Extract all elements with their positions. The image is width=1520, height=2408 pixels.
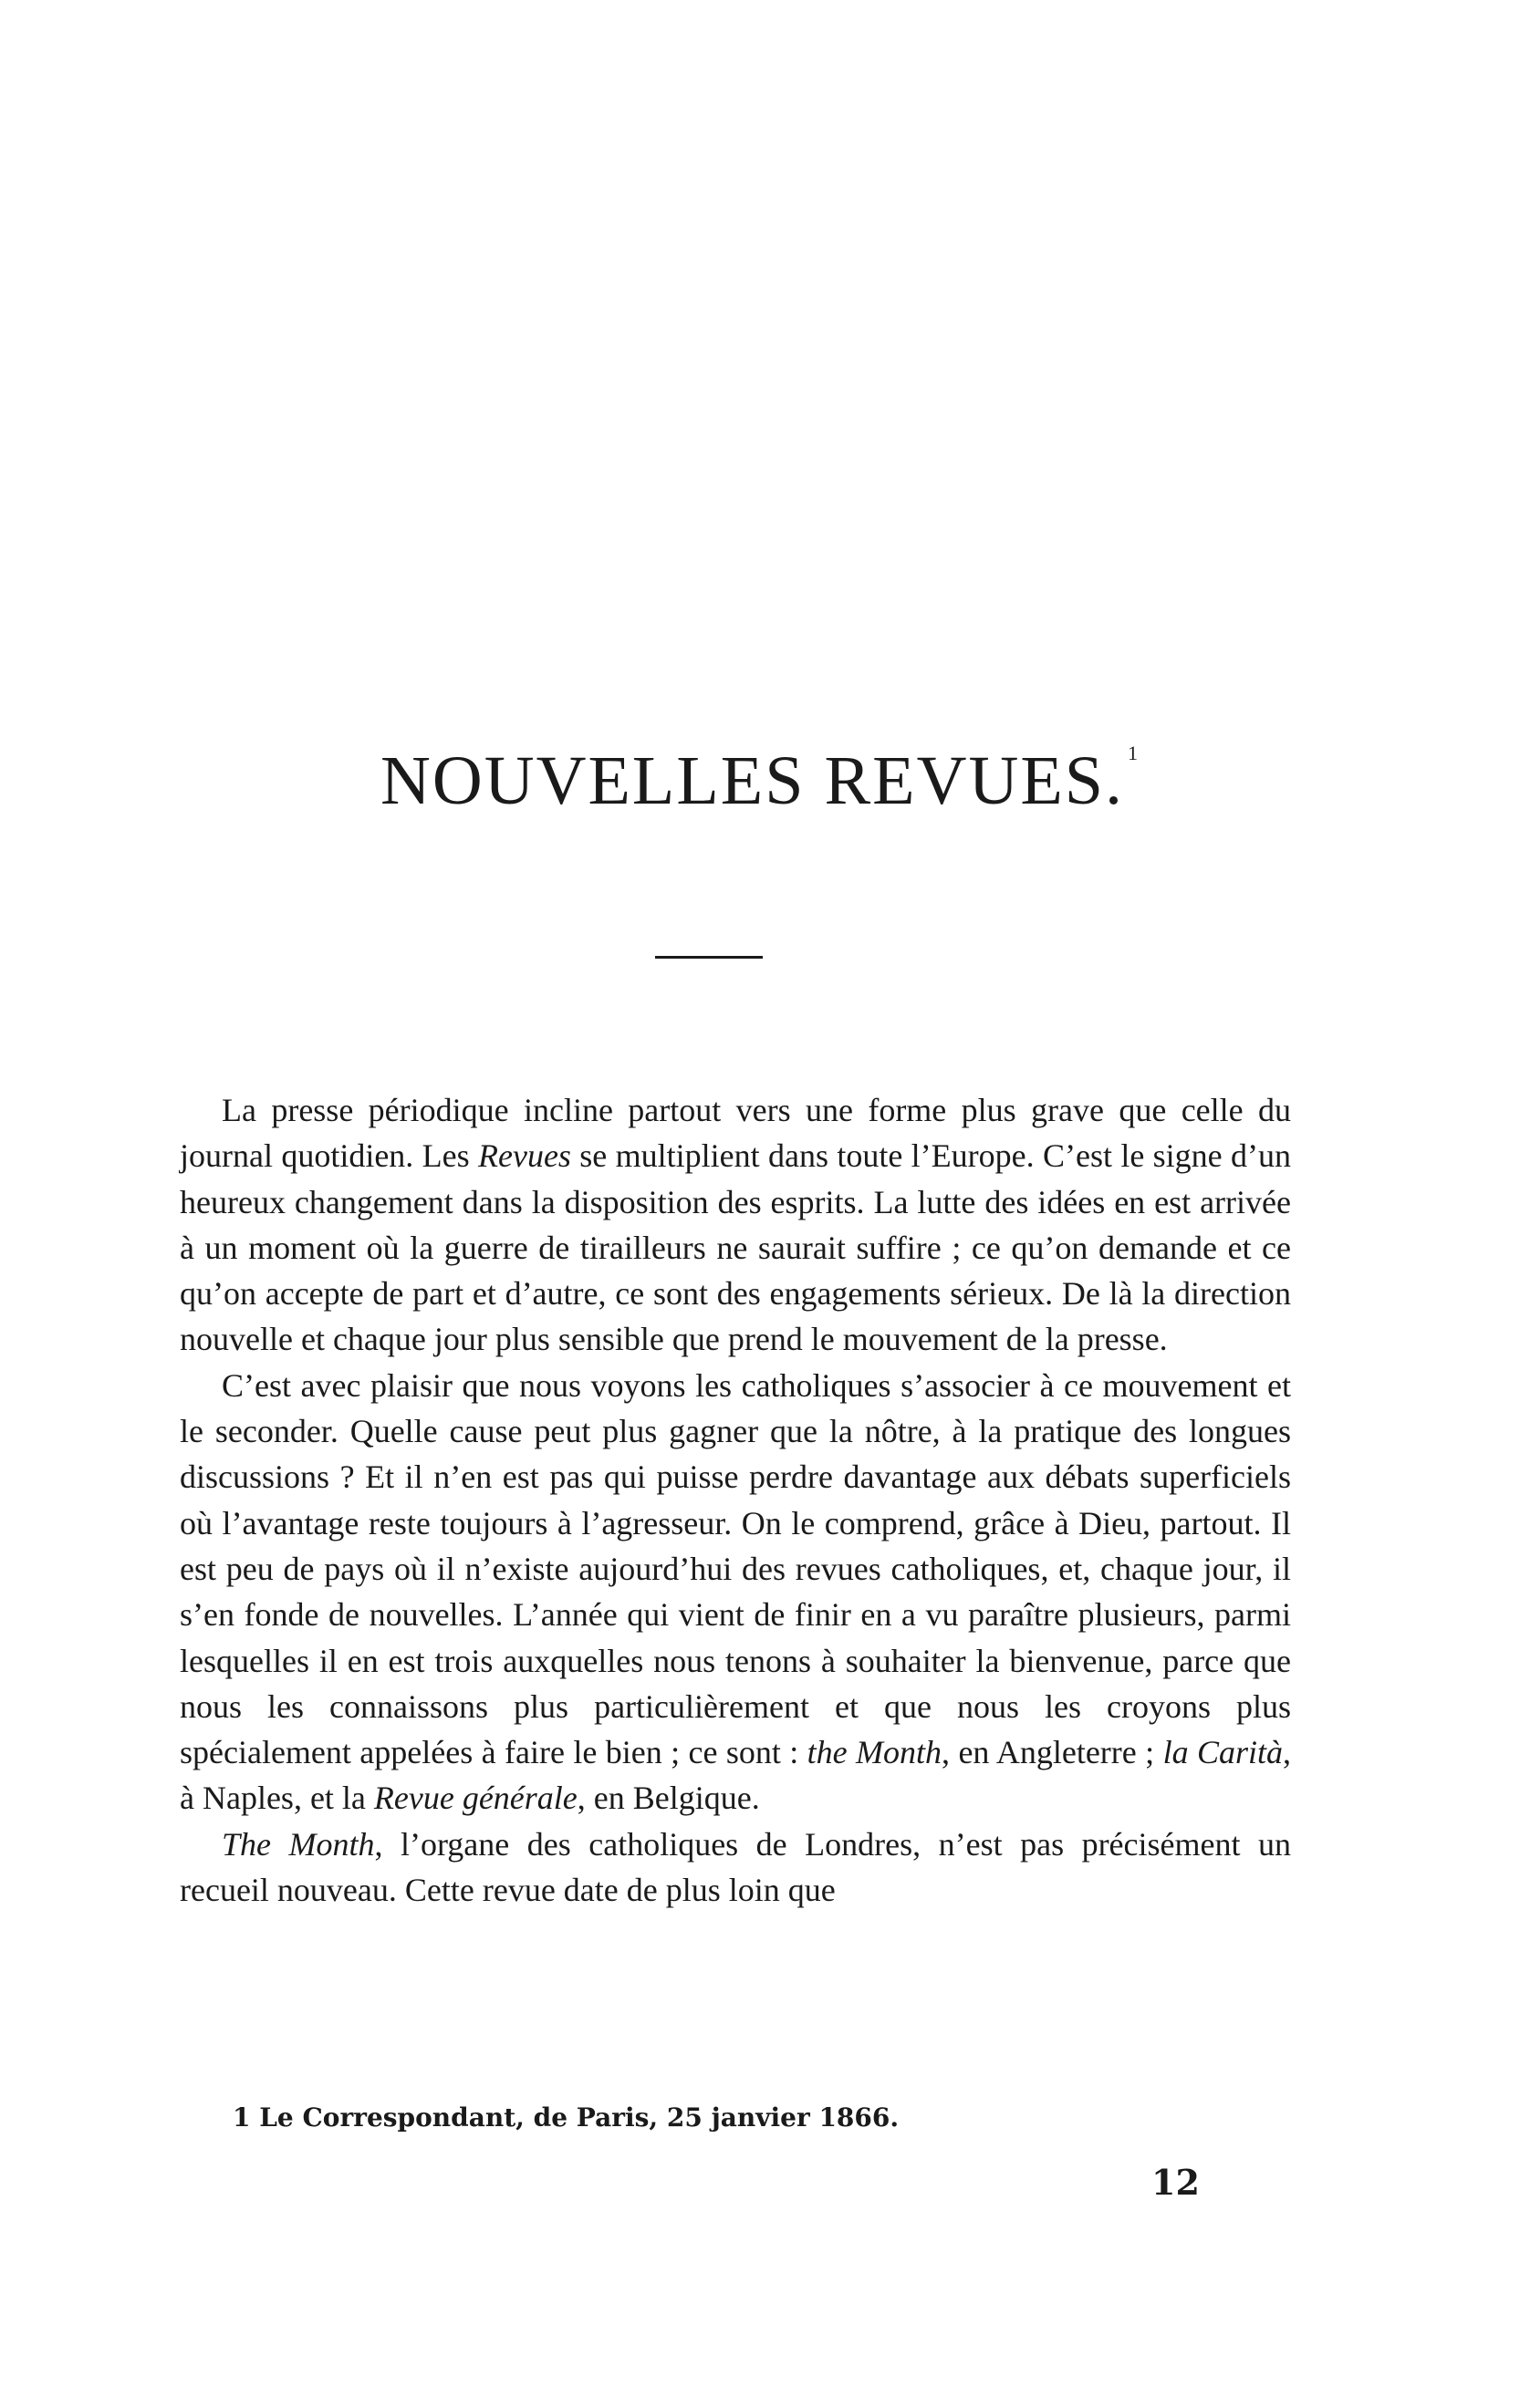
text-run: se multiplient dans toute l’Europe. C’est le signe d’un heureux changement dans la disposition des esprits. La lutte des idées en est arrivée à un moment où la guerre de tirailleurs ne saurait suffire ; ce qu’on demande et ce qu’on accepte de part et d’autre, ce sont des engagements sérieux. De là la direction nouvelle et chaque jour plus sensible que prend le mouvement de la presse. <box>180 1137 1291 1358</box>
text-run: , en Angleterre ; <box>942 1734 1163 1771</box>
italic-text: la Carità <box>1162 1734 1283 1771</box>
footnote-reference: 1 <box>1128 742 1140 764</box>
text-run: , à Naples, et la <box>180 1734 1291 1817</box>
italic-text: the Month <box>807 1734 942 1771</box>
footnote: 1 Le Correspondant, de Paris, 25 janvier 1866. <box>233 2102 900 2133</box>
text-run: , l’organe des catholiques de Londres, n’est pas précisément un recueil nouveau. Cette revue date de plus loin que <box>180 1825 1291 1909</box>
paragraph <box>180 1087 1291 1363</box>
paragraph <box>180 1363 1291 1822</box>
title-text: NOUVELLES REVUES. <box>380 742 1125 819</box>
text-run: C’est avec plaisir que nous voyons les catholiques s’associer à ce mouvement et le seconder. Quelle cause peut plus gagner que la nôtre, à la pratique des longues discussions ? Et il n’en est pas qui puisse perdre davantage aux débats superficiels où l’avantage reste toujours à l’agresseur. On le comprend, grâce à Dieu, partout. Il est peu de pays où il n’existe aujourd’hui des revues catholiques, et, chaque jour, il s’en fonde de nouvelles. L’année qui vient de finir en a vu paraître plusieurs, parmi lesquelles il en est trois auxquelles nous tenons à souhaiter la bienvenue, parce que nous les connaissons plus particulièrement et que nous les croyons plus spécialement appelées à faire le bien ; ce sont : <box>180 1366 1291 1771</box>
italic-text: Revues <box>478 1137 571 1175</box>
paragraph <box>180 1822 1291 1914</box>
title-separator-rule <box>655 956 763 959</box>
body-text <box>180 1087 1291 1913</box>
text-run: La presse périodique incline partout vers une forme plus grave que celle du journal quotidien. Les <box>180 1092 1291 1175</box>
italic-text: The Month <box>222 1825 375 1863</box>
italic-text: Revue générale <box>373 1780 578 1817</box>
page-number: 12 <box>1151 2162 1200 2203</box>
page-title <box>0 742 1520 819</box>
text-run: , en Belgique. <box>577 1780 760 1817</box>
